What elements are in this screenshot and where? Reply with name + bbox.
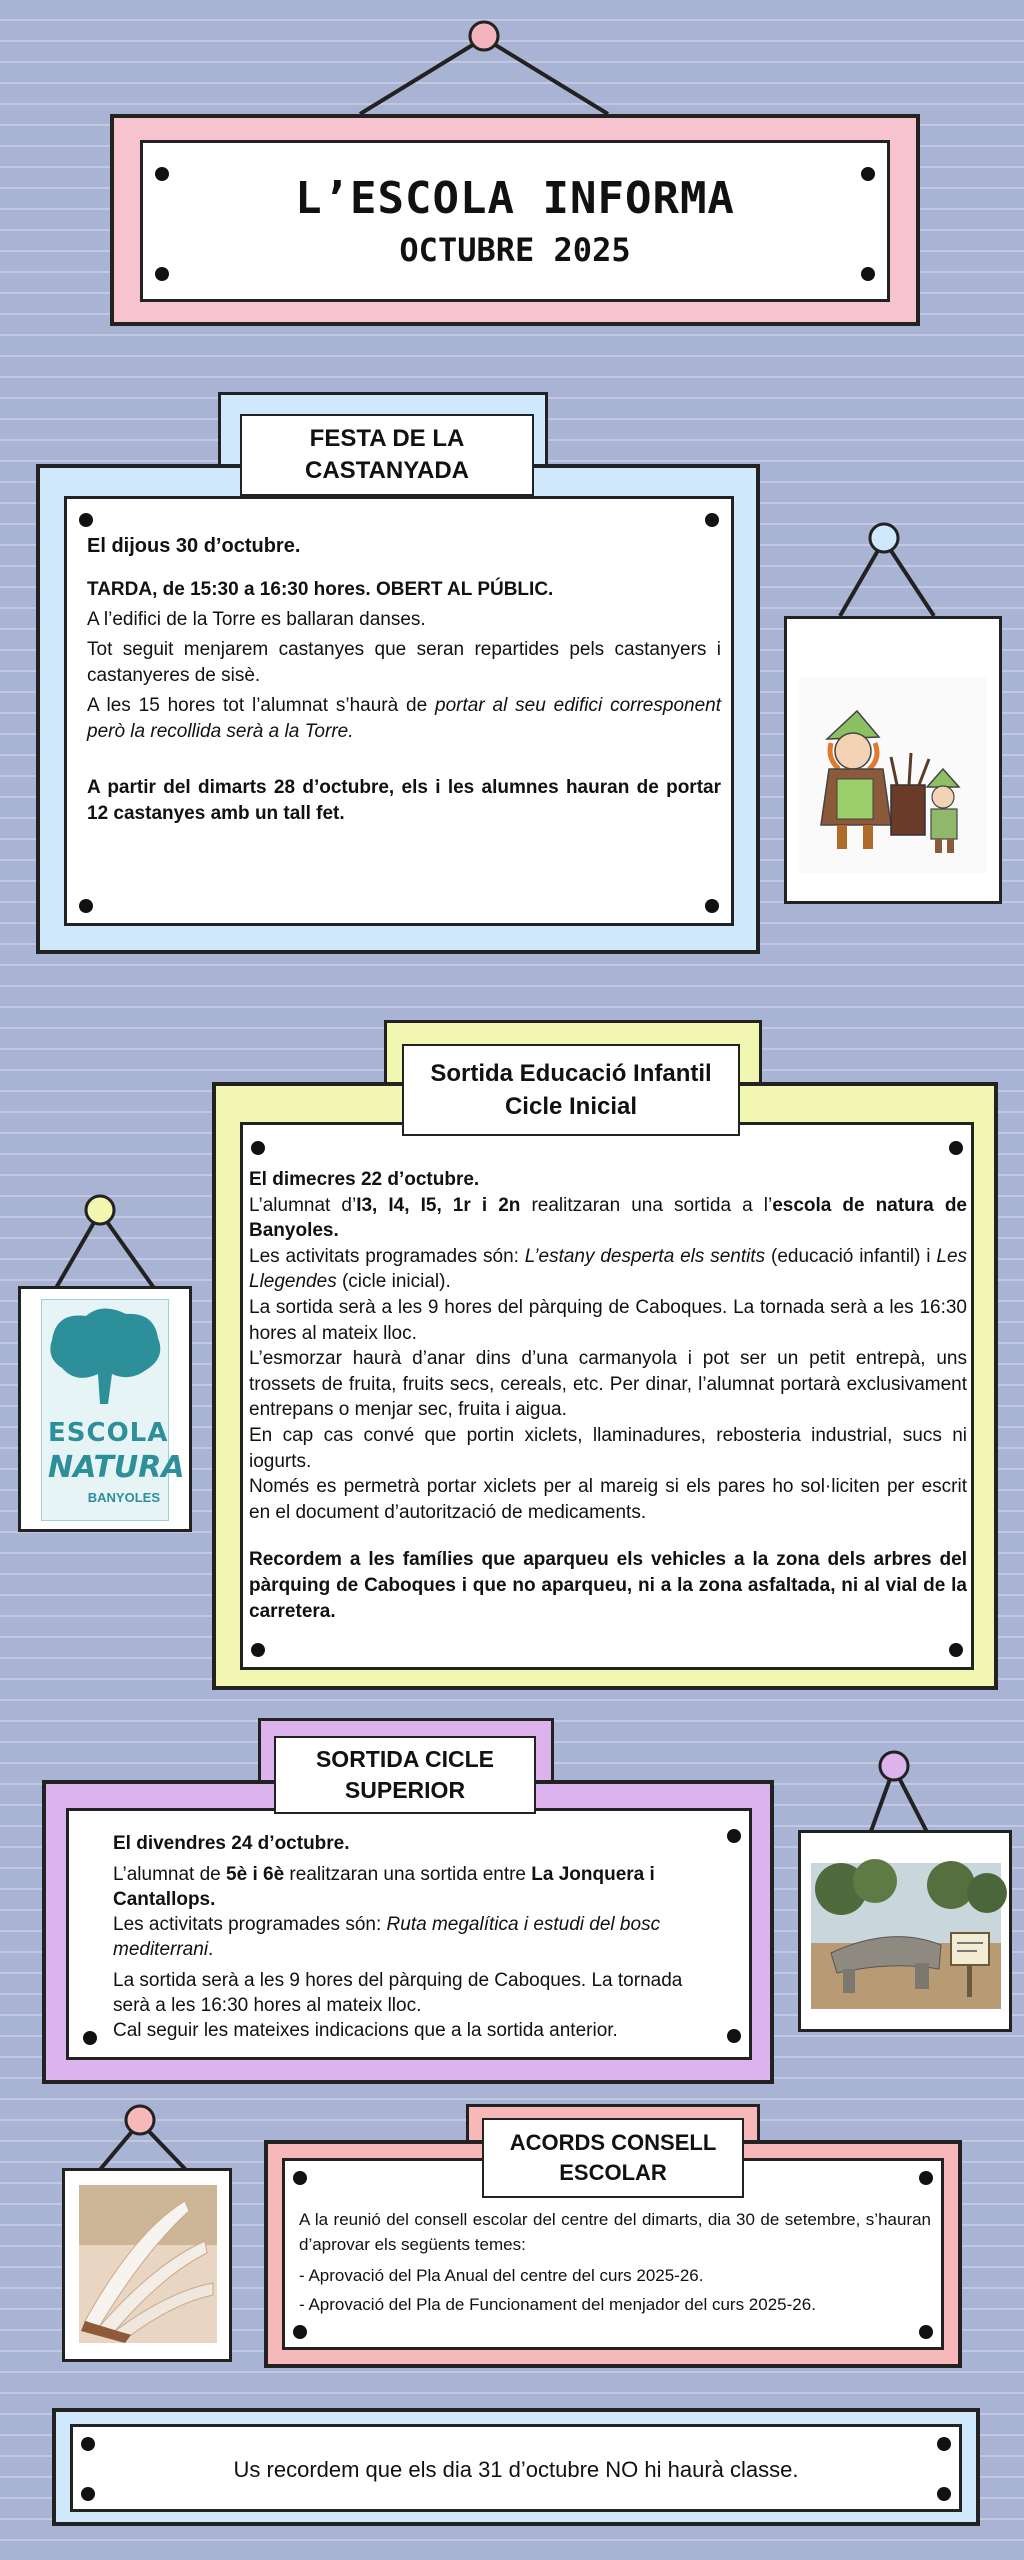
castanyada-label bbox=[240, 414, 534, 496]
header-panel bbox=[140, 140, 890, 302]
header-frame bbox=[110, 114, 920, 326]
escola-natura-logo bbox=[41, 1299, 185, 1521]
castanyada-time: TARDA, de 15:30 a 16:30 hores. OBERT AL PÚBLIC. bbox=[87, 579, 554, 600]
infantil-p6: Només es permetrà portar xiclets per al mareig si els pares ho sol·liciten per escrit en el document d’autorització de medicaments. bbox=[249, 1476, 967, 1523]
logo-line-1: ESCOLA bbox=[48, 1418, 169, 1448]
dolmen-photo bbox=[801, 1833, 1009, 2029]
castanyada-panel bbox=[64, 496, 734, 926]
consell-label-text: ACORDS CONSELL ESCOLAR bbox=[509, 2130, 717, 2185]
book-photo bbox=[65, 2171, 229, 2359]
superior-p1e: . bbox=[210, 1889, 216, 1910]
superior-p2a: Les activitats programades són: bbox=[113, 1914, 387, 1935]
consell-item-1: - Aprovació del Pla Anual del centre del curs 2025-26. bbox=[299, 2266, 704, 2285]
escola-natura-logo-frame bbox=[18, 1286, 192, 1532]
infantil-text bbox=[249, 1167, 967, 1624]
infantil-courses: I3, I4, I5, 1r i 2n bbox=[356, 1194, 521, 1216]
hanger-string bbox=[350, 10, 670, 120]
superior-date: El divendres 24 d’octubre. bbox=[113, 1833, 350, 1854]
infantil-p4: L’esmorzar haurà d’anar dins d’una carmanyola i pot ser un petit entrepà, uns trossets de fruita, fruits secs, cereals, etc. Per dinar, l’alumnat portarà exclusivament entrepans o menjar sec, fruita i aigua. bbox=[249, 1348, 967, 1421]
infantil-p1c: realitzaran una sortida a l’ bbox=[520, 1194, 773, 1216]
castanyada-p2: Tot seguit menjarem castanyes que seran repartides pels castanyers i castanyeres de sisè. bbox=[87, 639, 721, 686]
footer-panel bbox=[70, 2424, 962, 2512]
infantil-activity-2: Les Llegendes bbox=[249, 1245, 968, 1293]
consell-text bbox=[299, 2207, 931, 2317]
castanyada-hanger bbox=[826, 518, 946, 618]
superior-activity: Ruta megalítica i estudi del bosc mediterrani bbox=[113, 1914, 661, 1960]
superior-p1 bbox=[113, 1862, 717, 1912]
infantil-p3: La sortida serà a les 9 hores del pàrquing de Caboques. La tornada serà a les 16:30 hores al mateix lloc. bbox=[249, 1296, 967, 1344]
superior-panel bbox=[66, 1808, 752, 2060]
superior-p2 bbox=[113, 1912, 717, 1962]
tree-icon bbox=[42, 1300, 170, 1420]
infantil-p1a: L’alumnat d’ bbox=[249, 1194, 357, 1216]
page-title: L’ESCOLA INFORMA bbox=[295, 173, 735, 224]
infantil-destination: escola de natura de Banyoles bbox=[249, 1194, 967, 1242]
superior-courses: 5è i 6è bbox=[226, 1864, 285, 1885]
castanyer-picture bbox=[784, 616, 1002, 904]
castanyada-date: El dijous 30 d’octubre. bbox=[87, 535, 301, 557]
superior-label-text: SORTIDA CICLE SUPERIOR bbox=[315, 1746, 495, 1803]
infantil-p1 bbox=[249, 1193, 967, 1244]
infantil-label-line1: Sortida Educació Infantil bbox=[430, 1060, 712, 1087]
superior-p1a: L’alumnat de bbox=[113, 1864, 227, 1885]
superior-text bbox=[113, 1831, 717, 2043]
castanyada-p1: A l’edifici de la Torre es ballaran danses. bbox=[87, 609, 426, 630]
infantil-p2c: (educació infantil) i bbox=[765, 1245, 937, 1267]
footer-note: Us recordem que els dia 31 d’octubre NO hi haurà classe. bbox=[233, 2457, 799, 2482]
infantil-date: El dimecres 22 d’octubre. bbox=[249, 1169, 480, 1190]
infantil-p2a: Les activitats programades són: bbox=[249, 1245, 525, 1267]
castanyada-p3-start: A les 15 hores tot l’alumnat s’haurà de bbox=[87, 695, 436, 716]
logo-hanger bbox=[46, 1190, 166, 1290]
consell-label bbox=[482, 2118, 744, 2198]
book-hanger bbox=[84, 2100, 204, 2174]
castanyada-p4: A partir del dimarts 28 d’octubre, els i les alumnes hauran de portar 12 castanyes amb un tall fet. bbox=[87, 777, 721, 824]
consell-intro: A la reunió del consell escolar del centre del dimarts, dia 30 de setembre, s’hauran d’aprovar els següents temes: bbox=[299, 2210, 931, 2254]
superior-p4: Cal seguir les mateixes indicacions que a la sortida anterior. bbox=[113, 2020, 618, 2041]
superior-destination: La Jonquera i Cantallops bbox=[113, 1864, 655, 1910]
castanyada-text bbox=[87, 533, 721, 827]
dolmen-picture bbox=[798, 1830, 1012, 2032]
castanyer-illustration bbox=[787, 619, 999, 901]
infantil-panel bbox=[240, 1122, 974, 1670]
infantil-activity-1: L’estany desperta els sentits bbox=[524, 1245, 766, 1267]
infantil-p7: Recordem a les famílies que aparqueu els vehicles a la zona dels arbres del pàrquing de Caboques i que no aparqueu, ni a la zona asfaltada, ni al vial de la carretera. bbox=[249, 1549, 967, 1622]
infantil-p2e: (cicle inicial). bbox=[336, 1271, 451, 1293]
consell-item-2: - Aprovació del Pla de Funcionament del menjador del curs 2025-26. bbox=[299, 2295, 816, 2314]
superior-p3: La sortida serà a les 9 hores del pàrquing de Caboques. La tornada serà a les 16:30 hores al mateix lloc. bbox=[113, 1970, 683, 2016]
logo-line-3: BANYOLES bbox=[87, 1490, 160, 1505]
dolmen-hanger bbox=[856, 1746, 976, 1836]
infantil-frame bbox=[212, 1082, 998, 1690]
superior-p1c: realitzaran una sortida entre bbox=[284, 1864, 532, 1885]
castanyada-p3 bbox=[87, 693, 721, 745]
footer-frame bbox=[52, 2408, 980, 2526]
book-picture bbox=[62, 2168, 232, 2362]
castanyada-p3-italic: portar al seu edifici corresponent però la recollida serà a la Torre. bbox=[87, 695, 721, 742]
superior-frame bbox=[42, 1780, 774, 2084]
logo-line-2: NATURA bbox=[48, 1450, 185, 1485]
infantil-label-line2: Cicle Inicial bbox=[504, 1093, 638, 1120]
infantil-p5: En cap cas convé que portin xiclets, llaminadures, rebosteria industrial, sucs ni iogurts. bbox=[249, 1424, 967, 1472]
page-subtitle: OCTUBRE 2025 bbox=[399, 231, 631, 269]
infantil-p2 bbox=[249, 1244, 967, 1295]
superior-label bbox=[274, 1736, 536, 1814]
castanyada-label-text: FESTA DE LA CASTANYADA bbox=[304, 425, 469, 484]
infantil-label bbox=[402, 1044, 740, 1136]
infantil-p1e: . bbox=[333, 1220, 339, 1242]
superior-p2c: . bbox=[208, 1939, 214, 1960]
castanyada-frame bbox=[36, 464, 760, 954]
